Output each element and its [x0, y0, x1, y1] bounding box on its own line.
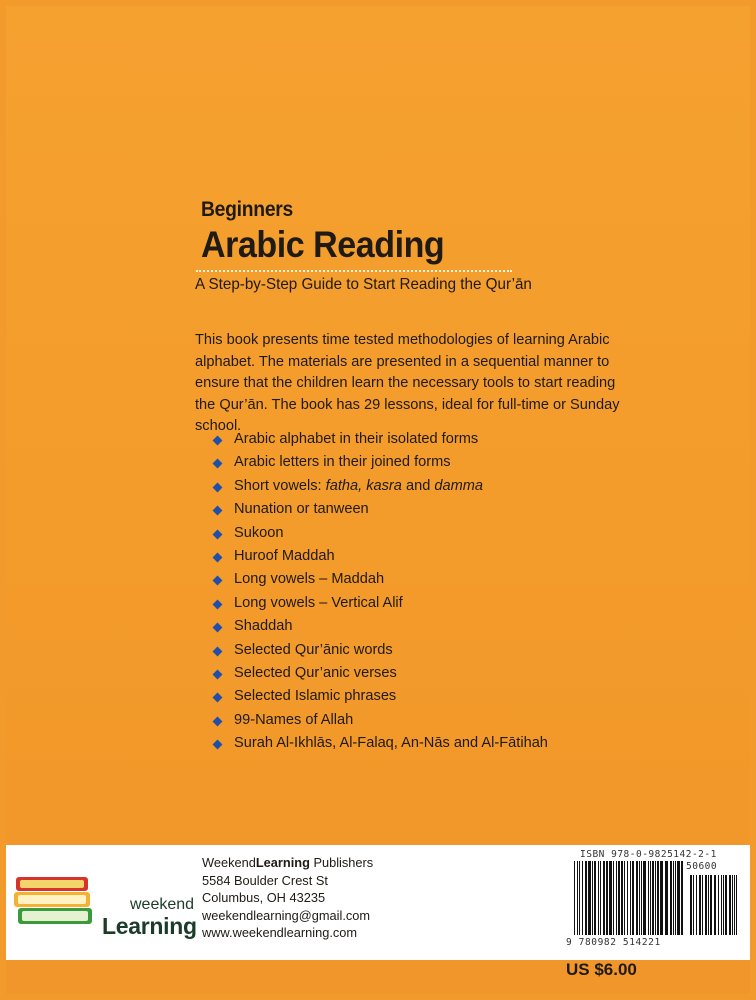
publisher-logo — [12, 865, 197, 939]
barcode-bar — [710, 875, 712, 935]
diamond-bullet-icon — [213, 716, 223, 726]
feature-item: Nunation or tanween — [214, 498, 548, 521]
barcode-bar — [592, 861, 593, 935]
book-description: This book presents time tested methodologies of learning Arabic alphabet. The materials are presented in a sequential manner to ensure that the children learn the necessary tools to start reading the Qur’ān. The book has 29 lessons, ideal for full-time or Sunday school. — [195, 332, 620, 434]
barcode-bar — [643, 861, 646, 935]
barcode-bar — [673, 861, 674, 935]
barcode-bar — [632, 861, 634, 935]
ean-digits: 9 780982 514221 — [566, 937, 661, 948]
barcode-bar — [708, 875, 709, 935]
barcode-bar — [639, 861, 640, 935]
barcode-bar — [588, 861, 591, 935]
barcode-bar — [675, 861, 676, 935]
barcode-bar — [677, 861, 680, 935]
barcode-bar — [693, 875, 694, 935]
barcode-bar — [624, 861, 625, 935]
barcode-bar — [582, 861, 583, 935]
diamond-bullet-icon — [213, 436, 223, 446]
barcode-bar — [655, 861, 656, 935]
barcode-bar — [648, 861, 649, 935]
diamond-bullet-icon — [213, 693, 223, 703]
book-kicker: Beginners — [201, 198, 293, 221]
logo-wordmark-top: weekend — [130, 896, 195, 913]
isbn-label: ISBN 978-0-9825142-2-1 — [580, 849, 717, 860]
isbn-barcode — [566, 849, 742, 954]
barcode-bar — [721, 875, 722, 935]
street-address: 5584 Boulder Crest St — [202, 872, 328, 888]
barcode-bar — [699, 875, 701, 935]
dotted-divider — [196, 270, 512, 272]
barcode-bar — [594, 861, 596, 935]
barcode-bar — [657, 861, 659, 935]
barcode-bar — [630, 861, 631, 935]
price-label: US $6.00 — [566, 960, 637, 979]
barcode-bar — [652, 861, 654, 935]
barcode-bar — [705, 875, 707, 935]
barcode-bar — [577, 861, 578, 935]
barcode-bar — [627, 861, 628, 935]
barcode-bar — [670, 861, 672, 935]
book-title: Arabic Reading — [201, 224, 445, 265]
publisher-footer — [6, 845, 750, 960]
barcode-bar — [609, 861, 612, 935]
barcode-bar — [665, 861, 668, 935]
barcode-bar — [585, 861, 587, 935]
barcode-bar — [702, 875, 703, 935]
diamond-bullet-icon — [213, 646, 223, 656]
feature-item: Surah Al-Ikhlās, Al-Falaq, An-Nās and Al-Fātihah — [214, 732, 548, 755]
barcode-bar — [660, 861, 663, 935]
barcode-bar — [616, 861, 617, 935]
publisher-email: weekendlearning@gmail.com — [202, 907, 371, 923]
city-address: Columbus, OH 43235 — [202, 890, 326, 906]
barcode-bar — [574, 861, 575, 935]
feature-item: Selected Qur’ānic words — [214, 639, 548, 662]
diamond-bullet-icon — [213, 459, 223, 469]
feature-item: Long vowels – Maddah — [214, 568, 548, 591]
barcode-bar — [641, 861, 642, 935]
diamond-bullet-icon — [213, 740, 223, 750]
feature-item: Arabic letters in their joined forms — [214, 451, 548, 474]
barcode-bar — [621, 861, 623, 935]
barcode-bar — [729, 875, 731, 935]
barcode-bar — [723, 875, 724, 935]
barcode-bar — [718, 875, 719, 935]
publisher-name: WeekendLearning Publishers — [202, 855, 374, 870]
barcode-bar — [606, 861, 608, 935]
barcode-bar — [650, 861, 651, 935]
barcode-bar — [598, 861, 599, 935]
barcode-bar — [734, 875, 735, 935]
diamond-bullet-icon — [213, 623, 223, 633]
feature-item: Selected Qur’anic verses — [214, 662, 548, 685]
diamond-bullet-icon — [213, 506, 223, 516]
diamond-bullet-icon — [213, 529, 223, 539]
feature-item: Shaddah — [214, 615, 548, 638]
barcode-bar — [613, 861, 614, 935]
price-supplement-code: 50600 — [686, 861, 718, 872]
diamond-bullet-icon — [213, 482, 223, 492]
barcode-bar — [732, 875, 733, 935]
barcode-bar — [714, 875, 716, 935]
barcode-bar — [696, 875, 697, 935]
feature-item: Arabic alphabet in their isolated forms — [214, 428, 548, 451]
feature-item: Huroof Maddah — [214, 545, 548, 568]
barcode-bar — [681, 861, 683, 935]
diamond-bullet-icon — [213, 576, 223, 586]
barcode-bar — [636, 861, 638, 935]
diamond-bullet-icon — [213, 599, 223, 609]
barcode-bar — [579, 861, 580, 935]
barcode-bar — [603, 861, 605, 935]
barcode-bar — [725, 875, 727, 935]
feature-item: Sukoon — [214, 522, 548, 545]
barcode-bar — [736, 875, 737, 935]
feature-item: Long vowels – Vertical Alif — [214, 592, 548, 615]
diamond-bullet-icon — [213, 669, 223, 679]
diamond-bullet-icon — [213, 553, 223, 563]
barcode-bar — [600, 861, 601, 935]
book-subtitle: A Step-by-Step Guide to Start Reading the Qur’ān — [195, 276, 532, 293]
barcode-bar — [618, 861, 620, 935]
publisher-address — [202, 854, 373, 942]
feature-item: 99-Names of Allah — [214, 709, 548, 732]
publisher-website: www.weekendlearning.com — [202, 925, 358, 941]
logo-wordmark-bottom: Learning — [102, 913, 197, 939]
feature-item: Short vowels: fatha, kasra and damma — [214, 475, 548, 498]
feature-item: Selected Islamic phrases — [214, 685, 548, 708]
barcode-bar — [690, 875, 692, 935]
feature-list — [214, 428, 548, 755]
